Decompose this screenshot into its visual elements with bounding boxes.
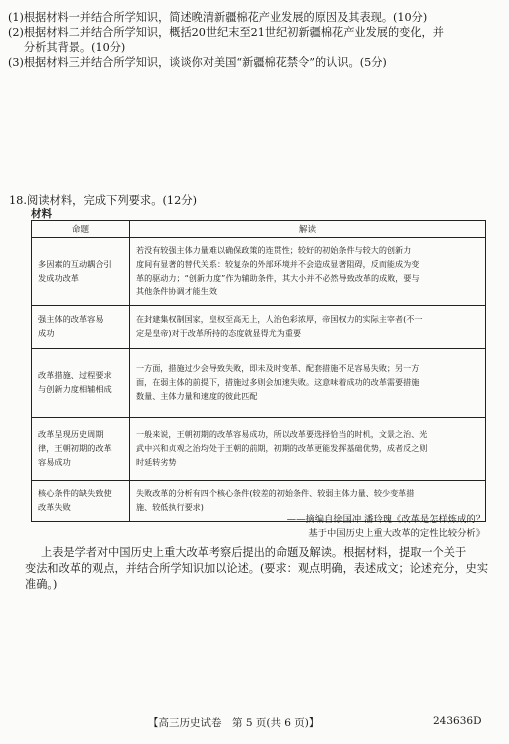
question-3: (3)根据材料三并结合所学知识，谈谈你对美国“新疆棉花禁令”的认识。(5分) (8, 56, 387, 69)
interp-line: 其他条件协调才能生效 (136, 286, 217, 297)
table-row (32, 349, 486, 418)
interp-line: 时延转劣势 (136, 456, 177, 467)
interp-line: 数量、主体力量和速度的彼此匹配 (136, 390, 258, 401)
prop-line: 成功 (38, 328, 55, 338)
question-2-line-2: 分析其背景。(10分) (24, 41, 126, 54)
source-citation-line-2: 基于中国历史上重大改革的定性比较分析》 (308, 528, 485, 539)
material-label: 材料 (31, 208, 52, 220)
interp-line: 若没有较强主体力量难以确保政策的连贯性；较好的初始条件与较大的创新力 (136, 244, 412, 255)
interp-line: 定是皇帝)对于改革所持的态度就显得尤为重要 (136, 328, 302, 338)
question-1: (1)根据材料一并结合所学知识，简述晚清新疆棉花产业发展的原因及其表现。(10分) (8, 11, 428, 24)
question-2-line-1: (2)根据材料二并结合所学知识，概括20世纪末至21世纪初新疆棉花产业发展的变化，并 (8, 26, 444, 39)
material-table (31, 220, 486, 522)
footer-code: 243636D (433, 715, 482, 727)
prop-line: 多因素的互动耦合引 (38, 258, 112, 269)
header-proposition: 命题 (32, 221, 130, 238)
interp-line: 一方面，措施过少会导致失败，即未及时变革、配套措施不足容易失败；另一方 (136, 363, 420, 374)
footer-page-label: 【高三历史试卷 第 5 页(共 6 页)】 (148, 717, 320, 729)
prop-line: 发成功改革 (38, 272, 79, 283)
task-line-1: 上表是学者对中国历史上重大改革考察后提出的命题及解读。根据材料，提取一个关于 (41, 546, 467, 559)
interp-line: 面，在弱主体的前提下，措施过多则会加速失败。这意味着成功的改革需要措施 (136, 377, 420, 388)
table-row (32, 418, 486, 481)
prop-line: 改革呈现历史周期 (38, 429, 104, 440)
table-header-row (32, 221, 486, 238)
header-interpretation: 解读 (130, 221, 486, 238)
interp-line: 施、较低执行要求) (136, 502, 204, 512)
prop-line: 律，王朝初期的改革 (38, 443, 112, 454)
prop-line: 改革失败 (38, 502, 71, 512)
prop-line: 核心条件的缺失致使 (38, 488, 112, 499)
interp-line: 武中兴和贞观之治均处于王朝的前期，初期的改革更能发挥基础优势，成者反之则 (136, 443, 428, 454)
task-line-3: 准确。) (25, 578, 58, 591)
task-line-2: 变法和改革的观点，并结合所学知识加以论述。(要求：观点明确，表述成文；论述充分，史实 (25, 562, 489, 575)
prop-line: 改革措施、过程要求 (38, 370, 112, 381)
interp-line: 革的驱动力；“创新力度”作为辅助条件，其大小并不必然导致改革的成败，要与 (136, 272, 420, 283)
prop-line: 强主体的改革容易 (38, 314, 104, 325)
question-18-title: 18.阅读材料，完成下列要求。(12分) (9, 194, 198, 207)
prop-line: 与创新力度相辅相成 (38, 384, 112, 394)
table-row (32, 238, 486, 306)
table-row (32, 306, 486, 349)
source-citation-line-1: ——摘编自徐国冲 潘玲瑰《改革是怎样炼成的？ (286, 514, 485, 525)
interp-line: 失败改革的分析有四个核心条件(较差的初始条件、较弱主体力量、较少变革措 (136, 488, 415, 499)
interp-line: 度间有显著的替代关系：较复杂的外部环境并不会造成显著阻碍，反而能成为变 (136, 258, 420, 269)
interp-line: 一般来说，王朝初期的改革容易成功，所以改革要选择恰当的时机，文景之治、光 (136, 429, 428, 440)
interp-line: 在封建集权制国家，皇权至高无上，人治色彩浓厚，帝国权力的实际主宰者(不一 (136, 314, 423, 325)
prop-line: 容易成功 (38, 456, 71, 467)
